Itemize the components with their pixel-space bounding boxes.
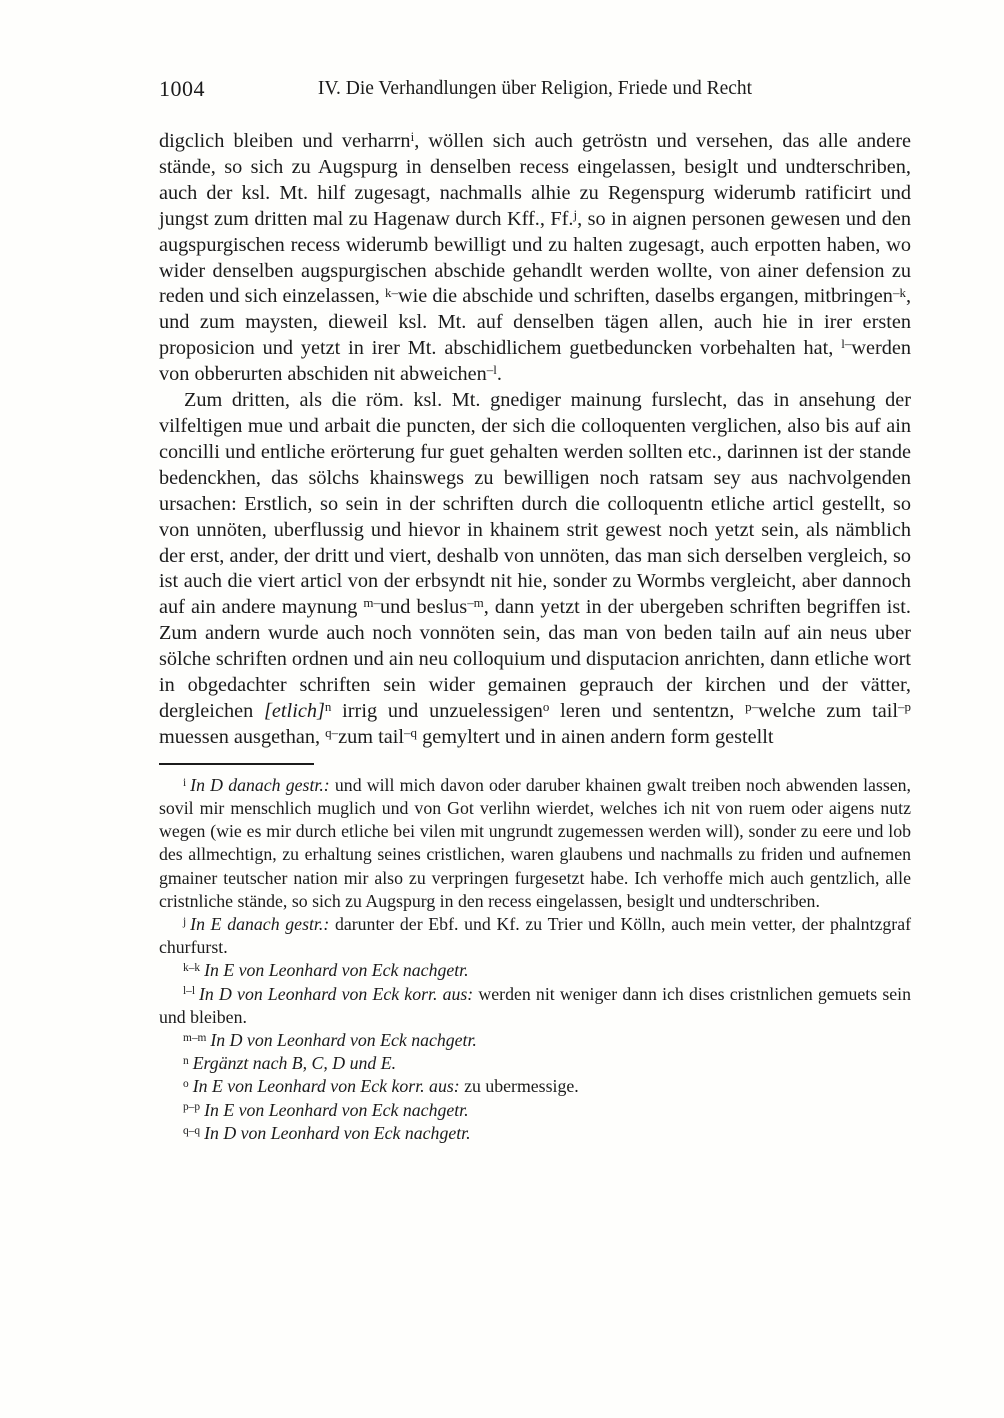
text-run: In E von Leonhard von Eck korr. aus: xyxy=(192,1076,460,1097)
text-run: gemyltert und in ainen andern form gestellt xyxy=(417,725,774,748)
note-marker-superscript: q– xyxy=(325,725,339,740)
text-run: zum tail xyxy=(338,725,405,748)
page-header xyxy=(159,76,911,104)
note-marker-superscript: j xyxy=(573,206,578,222)
note-marker-superscript: i xyxy=(410,129,415,145)
text-run: welche zum tail xyxy=(758,699,898,722)
text-run: [etlich] xyxy=(264,699,325,722)
text-run: , dann yetzt in der ubergeben schriften begriffen ist. Zum andern wurde auch noch vonnöten sein, das man von beden tailn auf ain neus uber sölche schriften ordnen und ain neu colloquium und disputacion anrichten, dann etliche wort in obgedachter schriften sein wider gemainen geprauch der kirchen und der vätter, dergleichen xyxy=(159,596,911,722)
text-run: wie die abschide und schriften, daselbs ergangen, mitbringen xyxy=(397,285,893,308)
note-marker-superscript: –q xyxy=(404,725,418,740)
text-run: muessen ausgethan, xyxy=(159,725,326,748)
footnote xyxy=(159,774,911,913)
footnote-marker: l–l xyxy=(183,985,196,998)
text-run: , und zum maysten, dieweil ksl. Mt. auf denselben tägen allen, auch hie in irer ersten proposicion und yetzt in irer Mt. abschidlichem guetbeduncken vorbehalten hat, xyxy=(159,285,912,360)
text-run: zu ubermessige. xyxy=(459,1076,579,1097)
text-run: werden von obberurten abschiden nit abweichen xyxy=(159,337,911,386)
footnote xyxy=(159,913,911,959)
text-run: digclich bleiben und verharrn xyxy=(159,130,411,152)
footnote-marker: m–m xyxy=(183,1031,207,1044)
footnotes xyxy=(159,774,911,1145)
text-run: Ergänzt nach B, C, D und E. xyxy=(192,1053,397,1074)
text-run: In D von Leonhard von Eck korr. aus: xyxy=(199,983,474,1004)
footnote xyxy=(159,959,911,982)
note-marker-superscript: p– xyxy=(745,699,759,715)
text-run: In D danach gestr.: xyxy=(190,774,330,795)
footnote-separator xyxy=(159,763,314,765)
page-number: 1004 xyxy=(159,76,205,101)
text-run: , wöllen sich auch getröstn und versehen, das alle andere stände, so sich zu Augspurg in denselben recess eingelassen, besiglt und undterschriben, auch der ksl. Mt. hilf zugesagt, nachmalls alhie zu Regenspurg widerumb ratificirt und jungst zum dritten mal zu Hagenaw durch Kff., Ff. xyxy=(159,130,911,230)
note-marker-superscript: –m xyxy=(467,595,484,611)
footnote-marker: n xyxy=(183,1055,189,1068)
note-marker-superscript: –p xyxy=(898,699,911,715)
footnote xyxy=(159,1099,911,1122)
text-run: In E von Leonhard von Eck nachgetr. xyxy=(204,1099,469,1120)
footnote-marker: o xyxy=(183,1078,189,1091)
footnote xyxy=(159,983,911,1029)
body-paragraph xyxy=(159,388,911,751)
text-run: und beslus xyxy=(380,596,468,619)
note-marker-superscript: –l xyxy=(486,362,497,378)
footnote-marker: p–p xyxy=(183,1101,201,1114)
text-run: irrig und unzuelessigen xyxy=(331,699,543,722)
text-run: In E danach gestr.: xyxy=(190,913,330,934)
footnote xyxy=(159,1075,911,1098)
text-run: leren und sententzn, xyxy=(549,699,746,722)
text-run: , so in aignen personen gewesen und den augspurgischen recess widerumb bewilligt und zu halten zugesagt, auch erpotten haben, wo wider denselben augspurgischen abschide gehandlt werden wollte, von ainer defension zu reden und sich einzelassen, xyxy=(159,207,911,308)
footnote xyxy=(159,1029,911,1052)
footnote xyxy=(159,1052,911,1075)
note-marker-superscript: –k xyxy=(892,284,906,300)
footnote-marker: i xyxy=(183,776,187,789)
footnote-marker: q–q xyxy=(183,1124,201,1137)
note-marker-superscript: o xyxy=(542,699,550,715)
note-marker-superscript: n xyxy=(324,699,332,715)
text-run: In D von Leonhard von Eck nachgetr. xyxy=(204,1122,471,1143)
text-run: darunter der Ebf. und Kf. zu Trier und Kölln, auch mein vetter, der phalntzgraf churfurst. xyxy=(159,913,912,958)
note-marker-superscript: k– xyxy=(385,284,398,300)
footnote-marker: j xyxy=(183,915,187,928)
body-text xyxy=(159,129,911,751)
footnote-marker: k–k xyxy=(183,962,201,975)
text-run: werden nit weniger dann ich dises cristnlichen gemuets sein und bleiben. xyxy=(159,983,911,1027)
note-marker-superscript: m– xyxy=(363,595,380,611)
text-run: . xyxy=(496,363,502,386)
text-run: In D von Leonhard von Eck nachgetr. xyxy=(210,1029,477,1050)
footnote xyxy=(159,1122,911,1145)
body-paragraph xyxy=(159,129,911,388)
text-run: Zum dritten, als die röm. ksl. Mt. gnediger mainung furslecht, das in ansehung der vilfeltigen mue und arbait die puncten, der sich die colloquenten verglichen, also bis auf ain concilli und entliche erörterung fur guet gehalten werden sollten etc., darinnen ist der stande bedenckhen, das sölchs khainswegs zu bewilligen noch ratsam sey aus nachvolgenden ursachen: Erstlich, so sein in der schriften durch die colloquentn etliche articl gestellt, so von unnöten, uberflussig und hievor in khainem strit gewest noch yetzt sein, als nämblich der erst, ander, der dritt und viert, deshalb von unnöten, das man sich derselben vergleich, so ist auch die viert articl von der erbsyndt nit hie, sonder zu Wormbs vergleicht, aber dannoch auf ain andere maynung xyxy=(159,389,911,619)
text-run: und will mich davon oder daruber khainen gwalt treiben noch abwenden lassen, sovil mir menschlich muglich und von Got verlihn wierdet, welches ich nit von ruem oder aigens nutz wegen (wie es mir durch etliche bei vilen mit ungrundt zugemessen werden will), sonder zu eere und lob des allmechtign, zu erhaltung seines cristlichen, waren glaubens und nachmalls zu friden und aufnemen gmainer teutscher nation mir also zu verpringen furgesetzt habe. Ich verhoffe mich auch gentzlich, alle cristnliche stände, so sich zu Augspurg in den recess eingelassen, besiglt und undterschriben. xyxy=(159,774,911,911)
text-run: In E von Leonhard von Eck nachgetr. xyxy=(204,960,469,981)
running-title: IV. Die Verhandlungen über Religion, Friede und Recht xyxy=(317,78,753,99)
note-marker-superscript: l– xyxy=(841,336,852,352)
